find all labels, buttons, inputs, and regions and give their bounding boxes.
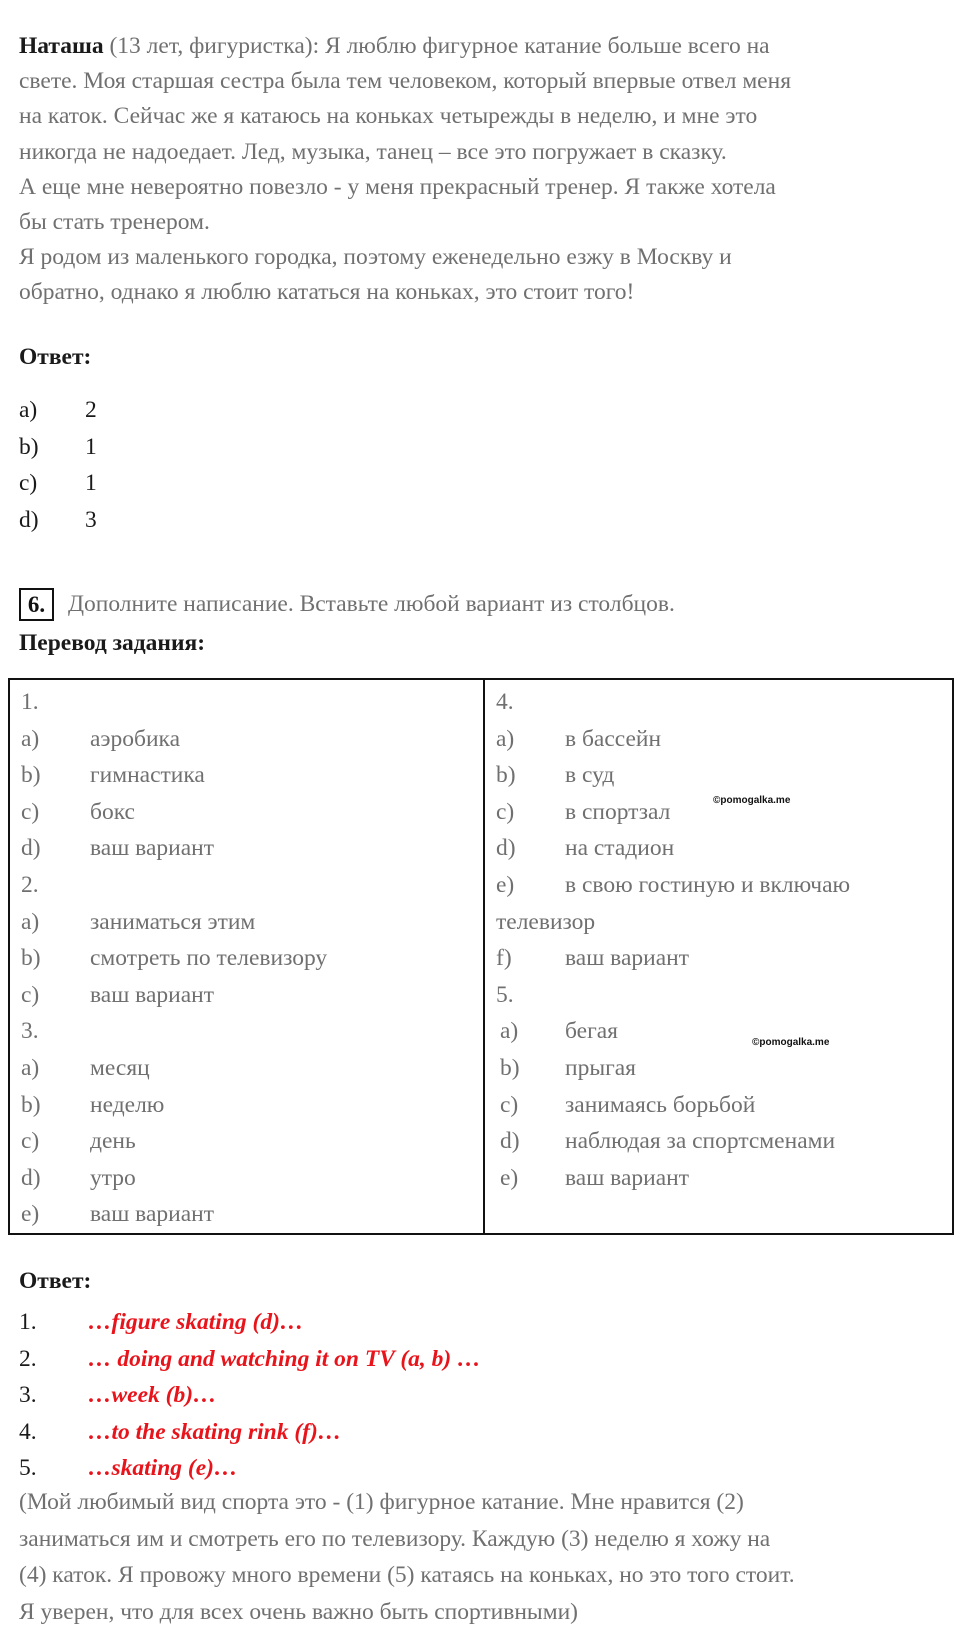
table-row: f) ваш вариант — [496, 945, 690, 972]
table-row: e) ваш вариант — [500, 1164, 690, 1191]
list-item: 4. …to the skating rink (f)… — [19, 1418, 342, 1445]
table-row: e) ваш вариант — [21, 1201, 215, 1228]
summary-line: (4) каток. Я провожу много времени (5) катаясь на коньках, но это того стоит. — [19, 1562, 795, 1588]
intro-line-2: свете. Моя старшая сестра была тем человеком, который впервые отвел меня — [19, 68, 792, 95]
table-row: a) аэробика — [21, 725, 181, 752]
table-row: c) занимаясь борьбой — [500, 1091, 756, 1118]
table-row: b) прыгая — [500, 1054, 636, 1081]
intro-line-4: никогда не надоедает. Лед, музыка, танец – все это погружает в сказку. — [19, 138, 727, 165]
summary-line: Я уверен, что для всех очень важно быть спортивными) — [19, 1598, 578, 1625]
list-item: 5. …skating (e)… — [19, 1455, 238, 1481]
list-item: 1. …figure skating (d)… — [19, 1309, 304, 1335]
table-row: a) заниматься этим — [21, 908, 256, 935]
table-row: c) ваш вариант — [21, 981, 215, 1008]
table-row: b) неделю — [21, 1091, 165, 1118]
answer-list — [19, 1304, 919, 1487]
table-row: a) месяц — [21, 1054, 150, 1081]
watermark-text: ©pomogalka.me — [713, 795, 791, 806]
options-table — [8, 678, 954, 1235]
answer-list — [19, 392, 619, 538]
table-row: e) в свою гостиную и включаю — [496, 871, 851, 898]
table-row: b) в суд — [496, 762, 615, 789]
table-row: a) бегая — [500, 1018, 618, 1045]
list-item: c) 1 — [19, 470, 97, 496]
table-row: 5. — [496, 981, 514, 1008]
list-item: a) 2 — [19, 397, 97, 423]
table-row: 2. — [21, 871, 39, 898]
list-item: d) 3 — [19, 506, 97, 533]
intro-line-7: Я родом из маленького городка, поэтому еженедельно езжу в Москву и — [19, 244, 732, 271]
answer-heading: Ответ: — [19, 1268, 92, 1294]
table-row: b) гимнастика — [21, 762, 205, 789]
options-right-column — [484, 679, 953, 1234]
table-row: 3. — [21, 1018, 39, 1045]
options-left-column — [9, 679, 484, 1234]
intro-line-5: А еще мне невероятно повезло - у меня прекрасный тренер. Я также хотела — [19, 173, 776, 200]
task-header — [19, 584, 675, 624]
table-row: c) в спортзал — [496, 798, 671, 825]
table-row: d) наблюдая за спортсменами — [500, 1128, 836, 1155]
table-row: d) ваш вариант — [21, 835, 215, 862]
table-row: b) смотреть по телевизору — [21, 945, 328, 972]
list-item: 2. … doing and watching it on TV (a, b) … — [19, 1345, 481, 1372]
table-row: телевизор — [496, 908, 596, 935]
table-row: 1. — [21, 689, 39, 715]
table-row: a) в бассейн — [496, 725, 662, 752]
list-item: b) 1 — [19, 433, 97, 460]
list-item: 3. …week (b)… — [19, 1382, 217, 1408]
task-instruction: Дополните написание. Вставьте любой вариант из столбцов. — [68, 590, 675, 617]
table-row: d) утро — [21, 1164, 136, 1191]
intro-paragraph — [19, 29, 939, 311]
table-row: c) бокс — [21, 798, 135, 825]
table-row: c) день — [21, 1128, 136, 1155]
intro-line-6: бы стать тренером. — [19, 209, 210, 236]
table-row: d) на стадион — [496, 835, 675, 862]
translation-heading: Перевод задания: — [19, 630, 206, 656]
speaker-name: Наташа — [19, 33, 104, 59]
summary-line: заниматься им и смотреть его по телевизору. Каждую (3) неделю я хожу на — [19, 1525, 771, 1552]
intro-line-1: Наташа (13 лет, фигуристка): Я люблю фигурное катание больше всего на — [19, 33, 770, 59]
table-row: 4. — [496, 689, 514, 715]
answer-heading: Ответ: — [19, 344, 92, 370]
translation-paragraph — [19, 1484, 954, 1630]
intro-line-8: обратно, однако я люблю кататься на коньках, это стоит того! — [19, 279, 635, 306]
watermark-text: ©pomogalka.me — [752, 1037, 830, 1048]
summary-line: (Мой любимый вид спорта это - (1) фигурное катание. Мне нравится (2) — [19, 1489, 744, 1515]
task-number: 6. — [19, 588, 54, 621]
intro-line-3: на каток. Сейчас же я катаюсь на коньках четырежды в неделю, и мне это — [19, 103, 758, 130]
